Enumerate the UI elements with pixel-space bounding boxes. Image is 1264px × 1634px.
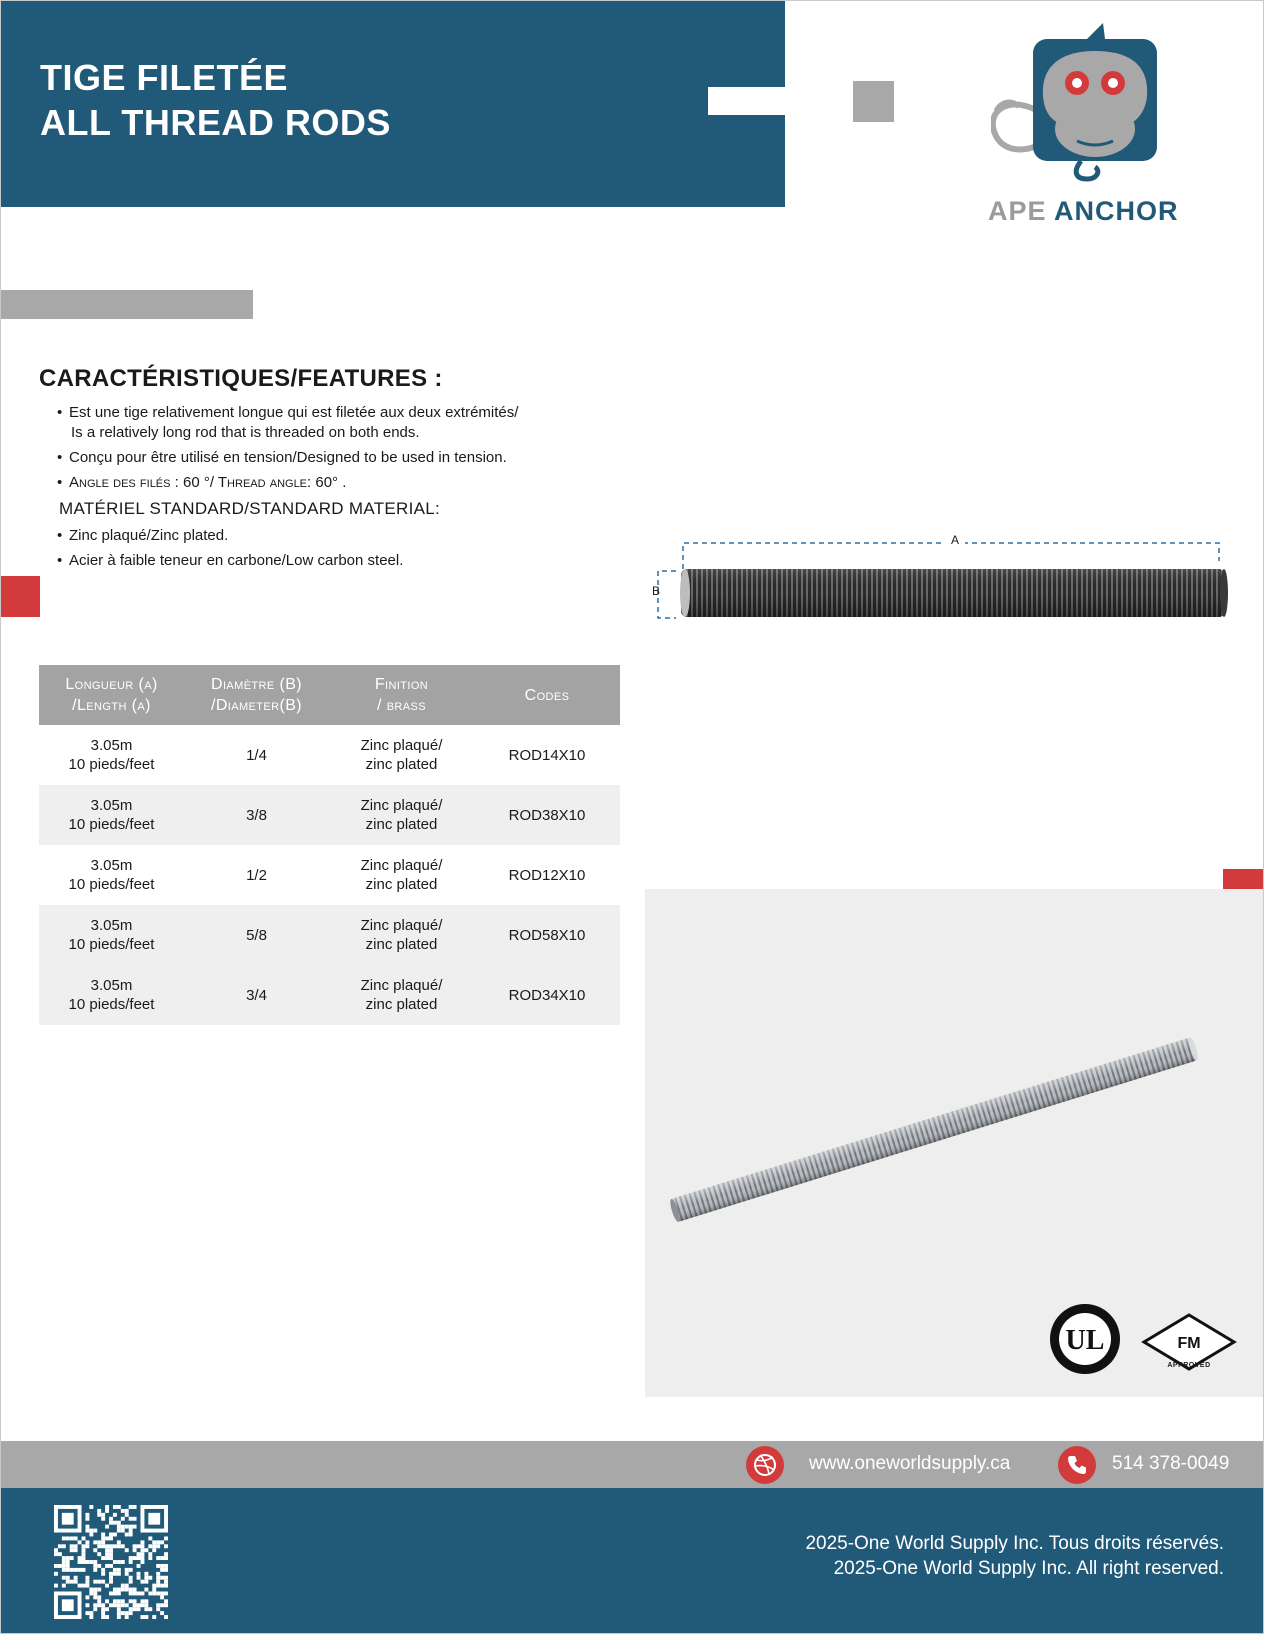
phone-link[interactable]: 514 378-0049 <box>1112 1453 1230 1474</box>
dribbble-icon <box>746 1446 784 1484</box>
feature-text: Conçu pour être utilisé en tension/Designed to be used in tension. <box>69 449 507 466</box>
brand-ape: APE <box>988 196 1047 226</box>
title-line-en: ALL THREAD RODS <box>40 102 391 143</box>
copyright-en: 2025-One World Supply Inc. All right reserved. <box>833 1558 1224 1579</box>
fm-text: FM <box>1177 1335 1201 1352</box>
cell-finish: Zinc plaqué/ zinc plated <box>329 785 474 845</box>
column-header-finish: Finition / brass <box>329 665 474 725</box>
cell-diameter: 3/8 <box>184 785 329 845</box>
cell-diameter: 1/2 <box>246 866 267 884</box>
cell-length: 3.05m 10 pieds/feet <box>39 785 184 845</box>
accent-square-left <box>1 576 40 617</box>
feature-text: Angle des filés : 60 °/ Thread angle: 60° . <box>69 474 347 491</box>
qr-code-icon[interactable] <box>54 1505 168 1619</box>
cell-diameter: 5/8 <box>184 905 329 965</box>
feature-text: Est une tige relativement longue qui est filetée aux deux extrémités/ <box>69 404 519 421</box>
table-row <box>39 785 620 845</box>
cell-finish: Zinc plaqué/ zinc plated <box>329 905 474 965</box>
table-row <box>39 905 620 965</box>
column-header-diameter: Diamètre (B) /Diameter(B) <box>184 665 329 725</box>
page-title <box>40 55 391 145</box>
table-row <box>39 845 620 905</box>
features-title: CARACTÉRISTIQUES/FEATURES : <box>39 365 443 392</box>
ul-certification-icon <box>1048 1302 1122 1376</box>
cell-code: ROD14X10 <box>508 746 586 764</box>
cell-length: 3.05m 10 pieds/feet <box>39 905 184 965</box>
feature-item <box>57 473 518 493</box>
material-text: Zinc plaqué/Zinc plated. <box>69 527 229 544</box>
column-header-codes: Codes <box>474 665 620 725</box>
table-header-row <box>39 665 620 725</box>
ul-text: UL <box>1065 1325 1105 1356</box>
material-title: MATÉRIEL STANDARD/STANDARD MATERIAL: <box>59 499 441 518</box>
cell-length: 3.05m 10 pieds/feet <box>68 857 155 893</box>
cell-finish: Zinc plaqué/ zinc plated <box>329 965 474 1025</box>
cell-finish: Zinc plaqué/ zinc plated <box>360 857 443 893</box>
rod-dimension-diagram <box>641 521 1241 631</box>
column-header-length: Longueur (a) /Length (a) <box>39 665 184 725</box>
cell-length: 3.05m 10 pieds/feet <box>68 737 155 773</box>
cell-diameter: 1/4 <box>246 746 267 764</box>
cell-code: ROD12X10 <box>508 866 586 884</box>
material-item <box>57 526 518 546</box>
feature-text: Is a relatively long rod that is threaded on both ends. <box>71 424 420 441</box>
feature-item <box>57 448 518 468</box>
cell-code: ROD38X10 <box>474 785 620 845</box>
fm-approved-text: APPROVED <box>1167 1362 1211 1369</box>
decorative-bar <box>1 290 253 319</box>
features-list <box>57 403 518 576</box>
dimension-label-b: B <box>652 584 661 598</box>
table-row <box>39 725 620 785</box>
website-link[interactable]: www.oneworldsupply.ca <box>809 1453 1011 1474</box>
brand-wordmark <box>988 196 1179 227</box>
feature-item <box>57 403 518 443</box>
brand-anchor: ANCHOR <box>1054 196 1179 226</box>
table-row <box>39 965 620 1025</box>
title-line-fr: TIGE FILETÉE <box>40 57 289 98</box>
copyright <box>805 1531 1224 1581</box>
material-item <box>57 551 518 571</box>
cell-code: ROD58X10 <box>474 905 620 965</box>
material-text: Acier à faible teneur en carbone/Low carbon steel. <box>69 552 404 569</box>
dimension-label-a: A <box>945 533 965 547</box>
cell-finish: Zinc plaqué/ zinc plated <box>360 737 443 773</box>
phone-icon <box>1058 1446 1096 1484</box>
cell-code: ROD34X10 <box>474 965 620 1025</box>
cell-diameter: 3/4 <box>184 965 329 1025</box>
decorative-square <box>853 81 894 122</box>
copyright-fr: 2025-One World Supply Inc. Tous droits réservés. <box>805 1533 1224 1554</box>
spec-table <box>39 665 620 1025</box>
cell-length: 3.05m 10 pieds/feet <box>39 965 184 1025</box>
decorative-tab <box>708 87 786 115</box>
